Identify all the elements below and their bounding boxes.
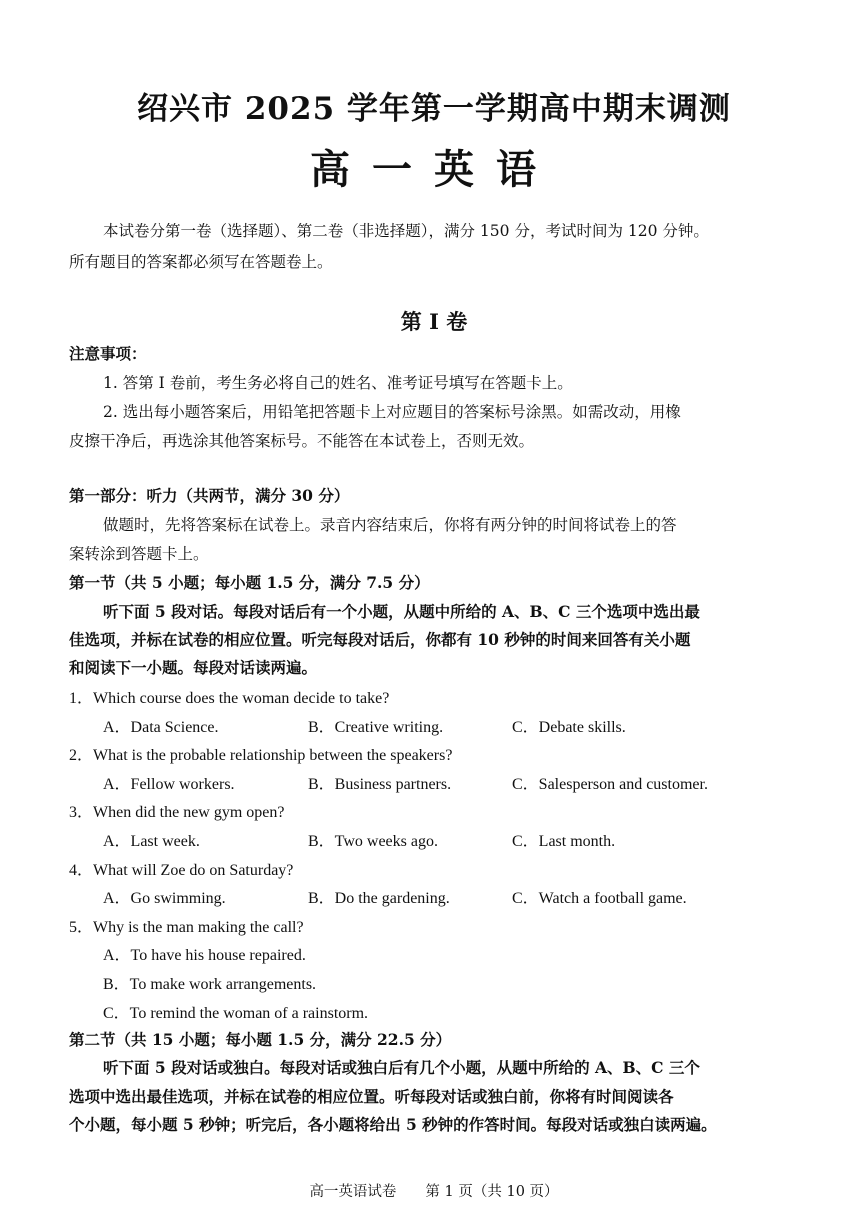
section2-instr-line-2: 选项中选出最佳选项，并标在试卷的相应位置。听每段对话或独白前，你将有时间阅读各 [69,1087,674,1106]
question-2-stem: 2．What is the probable relationship between the speakers? [69,747,453,764]
part1-heading: 第一部分：听力（共两节，满分 30 分） [69,486,350,505]
section1-instr-line-1: 听下面 5 段对话。每段对话后有一个小题，从题中所给的 A、B、C 三个选项中选出最 [103,602,700,621]
section1-heading: 第一节（共 5 小题；每小题 1.5 分，满分 7.5 分） [69,573,430,592]
question-5-option-a: A．To have his house repaired. [103,947,306,964]
question-3-option-b: B．Two weeks ago. [308,833,438,850]
question-4-option-c: C．Watch a football game. [512,890,687,907]
question-5-option-b: B．To make work arrangements. [103,976,317,993]
question-3-stem: 3．When did the new gym open? [69,804,285,821]
notes-heading: 注意事项： [69,344,147,363]
question-4-option-a: A．Go swimming. [103,890,226,907]
part1-desc-line-1: 做题时，先将答案标在试卷上。录音内容结束后，你将有两分钟的时间将试卷上的答 [103,516,677,534]
page-footer: 高一英语试卷 第 1 页（共 10 页） [309,1184,559,1200]
question-4-option-b: B．Do the gardening. [308,890,450,907]
notes-item-1: 1. 答第 I 卷前，考生务必将自己的姓名、准考证号填写在答题卡上。 [103,374,573,392]
question-1-option-a: A．Data Science. [103,719,219,736]
section1-instr-line-3: 和阅读下一小题。每段对话读两遍。 [69,658,318,677]
question-5-stem: 5．Why is the man making the call? [69,919,304,936]
question-3-option-a: A．Last week. [103,833,200,850]
section2-instr-line-1: 听下面 5 段对话或独白。每段对话或独白后有几个小题，从题中所给的 A、B、C 三个 [103,1058,700,1077]
exam-subject: 高一英语 [310,146,558,193]
question-3-option-c: C．Last month. [512,833,616,850]
question-2-option-b: B．Business partners. [308,776,452,793]
exam-title: 绍兴市 2025 学年第一学期高中期末调测 [137,91,731,127]
section2-instr-line-3: 个小题，每小题 5 秒钟；听完后，各小题将给出 5 秒钟的作答时间。每段对话或独白读两遍。 [69,1115,717,1134]
question-1-option-c: C．Debate skills. [512,719,626,736]
question-2-option-a: A．Fellow workers. [103,776,235,793]
question-4-stem: 4．What will Zoe do on Saturday? [69,862,294,879]
intro-line-1: 本试卷分第一卷（选择题）、第二卷（非选择题），满分 150 分，考试时间为 120 分钟。 [103,222,709,240]
notes-item-2-line-1: 2. 选出每小题答案后，用铅笔把答题卡上对应题目的答案标号涂黑。如需改动，用橡 [103,403,681,421]
question-1-stem: 1．Which course does the woman decide to take? [69,690,390,707]
volume-title: 第 I 卷 [400,309,468,334]
section2-heading: 第二节（共 15 小题；每小题 1.5 分，满分 22.5 分） [69,1030,452,1049]
question-1-option-b: B．Creative writing. [308,719,444,736]
question-5-option-c: C．To remind the woman of a rainstorm. [103,1005,369,1022]
part1-desc-line-2: 案转涂到答题卡上。 [69,545,209,563]
notes-item-2-line-2: 皮擦干净后，再选涂其他答案标号。不能答在本试卷上，否则无效。 [69,432,535,450]
question-2-option-c: C．Salesperson and customer. [512,776,708,793]
section1-instr-line-2: 佳选项，并标在试卷的相应位置。听完每段对话后，你都有 10 秒钟的时间来回答有关小题 [69,630,691,649]
intro-line-2: 所有题目的答案都必须写在答题卷上。 [69,253,333,271]
